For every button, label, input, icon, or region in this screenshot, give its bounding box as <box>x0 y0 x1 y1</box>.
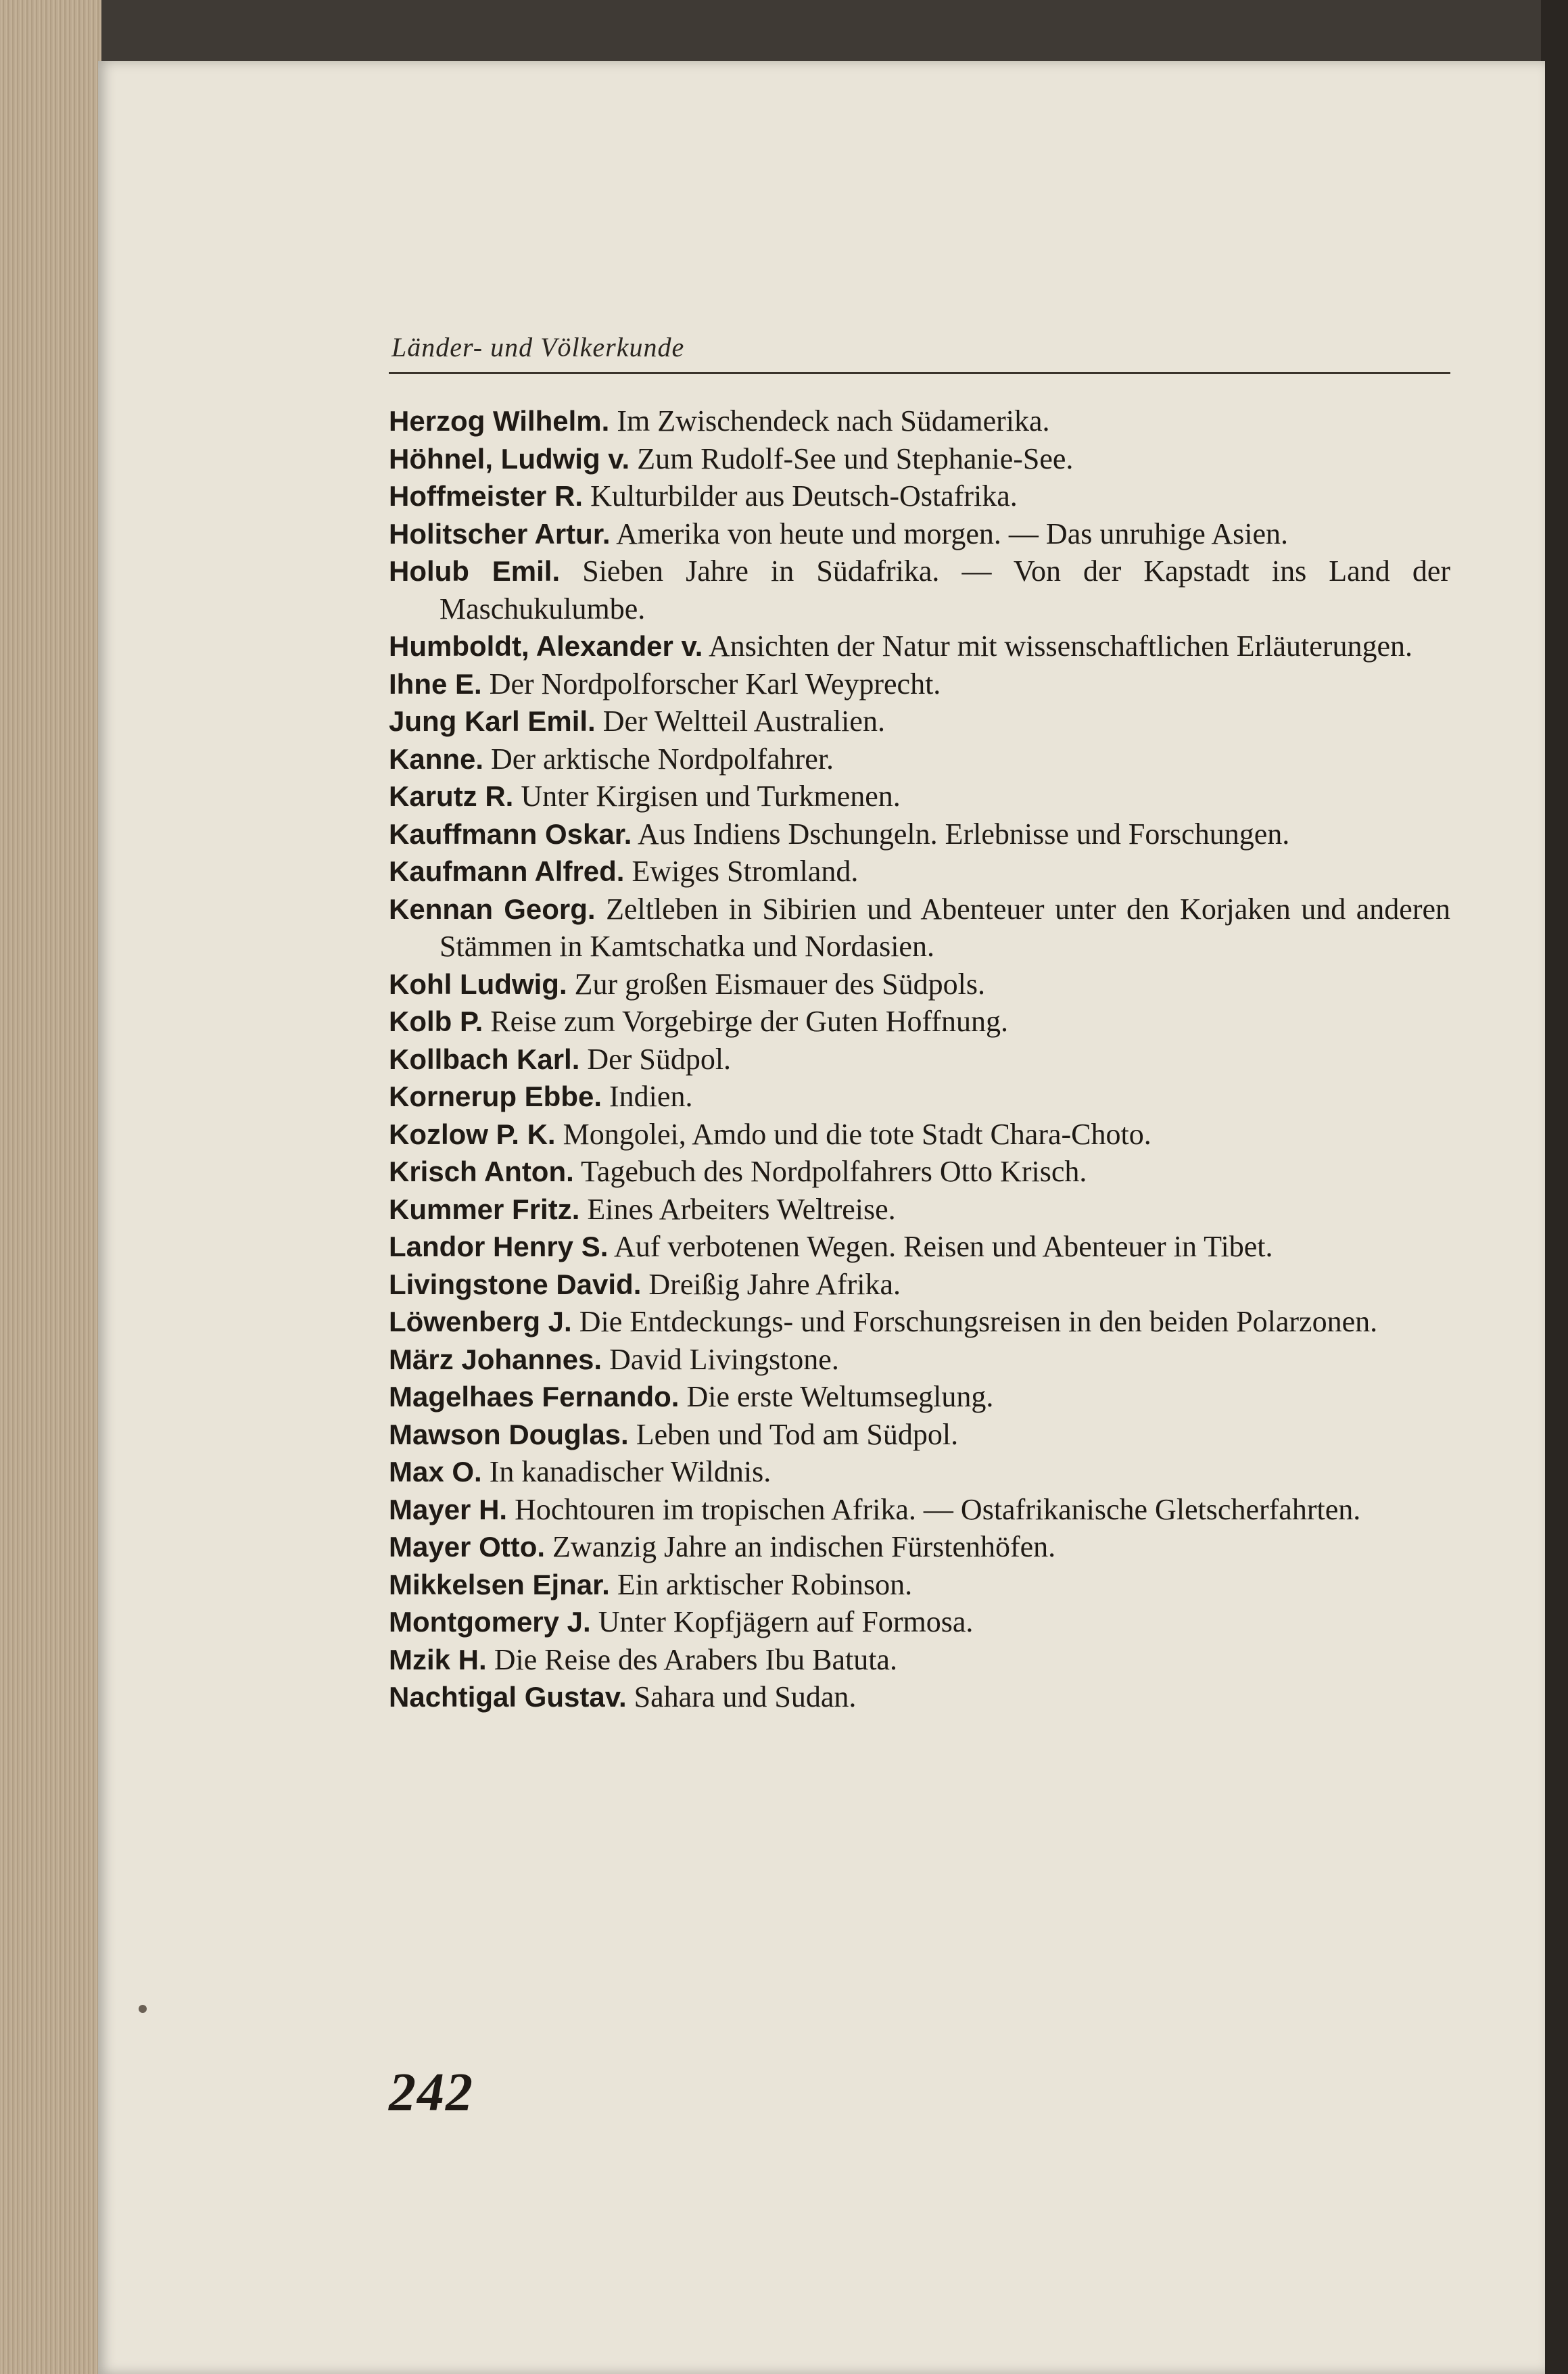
bibliography-entry <box>389 891 1450 966</box>
bibliography-entry <box>389 1041 1450 1078</box>
bibliography-entry <box>389 1378 1450 1416</box>
bibliography-entry <box>389 966 1450 1003</box>
bibliography-entry <box>389 1641 1450 1679</box>
bibliography-entry <box>389 477 1450 515</box>
entry-author: Nachtigal Gustav. <box>389 1681 627 1713</box>
bibliography-entry <box>389 1153 1450 1191</box>
entry-title: Ein arktischer Robinson. <box>617 1567 913 1601</box>
entry-title: Kulturbilder aus Deutsch-Ostafrika. <box>590 479 1018 513</box>
entry-title: Dreißig Jahre Afrika. <box>648 1267 901 1301</box>
bibliography-entry <box>389 1528 1450 1566</box>
entry-title: Mongolei, Amdo und die tote Stadt Chara-Choto. <box>563 1117 1151 1151</box>
entry-author: Max O. <box>389 1456 482 1488</box>
entry-author: Kohl Ludwig. <box>389 968 567 1000</box>
entry-author: Livingstone David. <box>389 1268 642 1300</box>
entry-author: Mayer H. <box>389 1493 508 1525</box>
entry-author: Hoffmeister R. <box>389 480 584 512</box>
entry-title: Leben und Tod am Südpol. <box>636 1417 959 1451</box>
bibliography-entry <box>389 740 1450 778</box>
entry-title: Unter Kopfjägern auf Formosa. <box>598 1605 974 1638</box>
entry-author: Mawson Douglas. <box>389 1418 629 1450</box>
running-head-text: Länder- und Völkerkunde <box>391 332 685 362</box>
bibliography-entry <box>389 665 1450 703</box>
entry-author: Kennan Georg. <box>389 893 596 925</box>
entry-title: Indien. <box>609 1080 693 1113</box>
entry-author: Karutz R. <box>389 780 514 812</box>
entry-title: Der Weltteil Australien. <box>602 705 885 738</box>
entry-author: Höhnel, Ludwig v. <box>389 442 630 475</box>
entry-author: Humboldt, Alexander v. <box>389 630 703 662</box>
entry-author: Kolb P. <box>389 1005 483 1037</box>
entry-author: Jung Karl Emil. <box>389 705 596 737</box>
bibliography-entry <box>389 1341 1450 1379</box>
entry-title: Ewiges Stromland. <box>632 855 859 888</box>
entry-title: Zwanzig Jahre an indischen Fürstenhöfen. <box>552 1530 1056 1563</box>
bibliography-entry <box>389 1491 1450 1529</box>
bibliography-entry <box>389 440 1450 478</box>
running-head <box>389 331 1450 363</box>
bibliography-entry <box>389 515 1450 553</box>
bibliography-entry <box>389 1453 1450 1491</box>
bibliography-entry <box>389 1603 1450 1641</box>
entry-title: Zum Rudolf-See und Stephanie-See. <box>637 442 1074 475</box>
entry-author: Mzik H. <box>389 1643 487 1676</box>
entry-author: Herzog Wilhelm. <box>389 405 610 437</box>
bibliography-entry <box>389 1678 1450 1716</box>
entry-title: Zur großen Eismauer des Südpols. <box>574 967 985 1001</box>
entry-author: März Johannes. <box>389 1343 602 1375</box>
header-rule <box>389 372 1450 374</box>
entry-author: Landor Henry S. <box>389 1231 609 1262</box>
entry-author: Montgomery J. <box>389 1606 591 1638</box>
entry-title: Reise zum Vorgebirge der Guten Hoffnung. <box>490 1005 1009 1038</box>
entry-title: Ansichten der Natur mit wissenschaftlichen Erläuterungen. <box>708 630 1412 663</box>
bibliography-entry <box>389 1003 1450 1041</box>
entry-author: Kummer Fritz. <box>389 1193 580 1225</box>
page-number: 242 <box>389 2063 474 2122</box>
entry-author: Ihne E. <box>389 667 482 700</box>
bibliography-entry <box>389 778 1450 815</box>
bibliography-entry <box>389 1566 1450 1604</box>
bibliography-entry <box>389 552 1450 627</box>
entry-title: Die Reise des Arabers Ibu Batuta. <box>494 1642 897 1676</box>
entry-title: Aus Indiens Dschungeln. Erlebnisse und Forschungen. <box>638 817 1290 851</box>
entry-author: Kornerup Ebbe. <box>389 1081 602 1112</box>
entry-title: Der Nordpolforscher Karl Weyprecht. <box>489 667 941 701</box>
bibliography-entry <box>389 853 1450 891</box>
entry-author: Kozlow P. K. <box>389 1118 556 1150</box>
entry-title: Im Zwischendeck nach Südamerika. <box>617 404 1050 437</box>
bibliography-entry <box>389 402 1450 440</box>
entry-author: Holub Emil. <box>389 555 561 587</box>
entry-author: Kanne. <box>389 742 484 775</box>
entry-author: Magelhaes Fernando. <box>389 1381 680 1412</box>
entry-title: Die Entdeckungs- und Forschungsreisen in den beiden Polarzonen. <box>579 1305 1378 1338</box>
ink-spot <box>139 2005 147 2013</box>
entry-title: Amerika von heute und morgen. — Das unruhige Asien. <box>616 517 1288 550</box>
bibliography-entry <box>389 703 1450 740</box>
bibliography-entry <box>389 1191 1450 1229</box>
bibliography-entry <box>389 815 1450 853</box>
entry-title: Sieben Jahre in Südafrika. — Von der Kapstadt ins Land der Maschukulumbe. <box>439 554 1451 625</box>
book-page <box>98 61 1545 2374</box>
entry-title: Auf verbotenen Wegen. Reisen und Abenteuer in Tibet. <box>613 1230 1273 1263</box>
bibliography-entry <box>389 1228 1450 1266</box>
book-cover-edge <box>1541 0 1568 2374</box>
bibliography-entry <box>389 1416 1450 1454</box>
entry-title: Der Südpol. <box>587 1042 732 1076</box>
bibliography-entry <box>389 1303 1450 1341</box>
book-page-edges <box>0 0 101 2374</box>
entry-title: Die erste Weltumseglung. <box>686 1380 994 1413</box>
bibliography-list <box>389 402 1450 1716</box>
bibliography-entry <box>389 1116 1450 1154</box>
bibliography-entry <box>389 1266 1450 1304</box>
entry-author: Mayer Otto. <box>389 1531 546 1563</box>
entry-author: Kaufmann Alfred. <box>389 855 625 887</box>
entry-author: Holitscher Artur. <box>389 517 611 550</box>
entry-author: Löwenberg J. <box>389 1306 572 1337</box>
entry-author: Krisch Anton. <box>389 1156 574 1187</box>
entry-title: David Livingstone. <box>609 1342 839 1376</box>
entry-title: Hochtouren im tropischen Afrika. — Ostafrikanische Gletscherfahrten. <box>515 1492 1361 1526</box>
entry-title: Eines Arbeiters Weltreise. <box>587 1192 896 1226</box>
entry-title: Der arktische Nordpolfahrer. <box>491 742 834 776</box>
entry-author: Mikkelsen Ejnar. <box>389 1568 610 1600</box>
entry-title: In kanadischer Wildnis. <box>489 1455 771 1488</box>
entry-author: Kauffmann Oskar. <box>389 817 632 850</box>
bibliography-entry <box>389 1078 1450 1116</box>
entry-title: Tagebuch des Nordpolfahrers Otto Krisch. <box>581 1155 1087 1188</box>
entry-author: Kollbach Karl. <box>389 1043 580 1075</box>
bibliography-entry <box>389 627 1450 665</box>
entry-title: Unter Kirgisen und Turkmenen. <box>521 780 901 813</box>
entry-title: Sahara und Sudan. <box>634 1680 857 1713</box>
entry-title: Zeltleben in Sibirien und Abenteuer unter den Korjaken und anderen Stämmen in Kamtschatka und Nordasien. <box>439 892 1451 963</box>
